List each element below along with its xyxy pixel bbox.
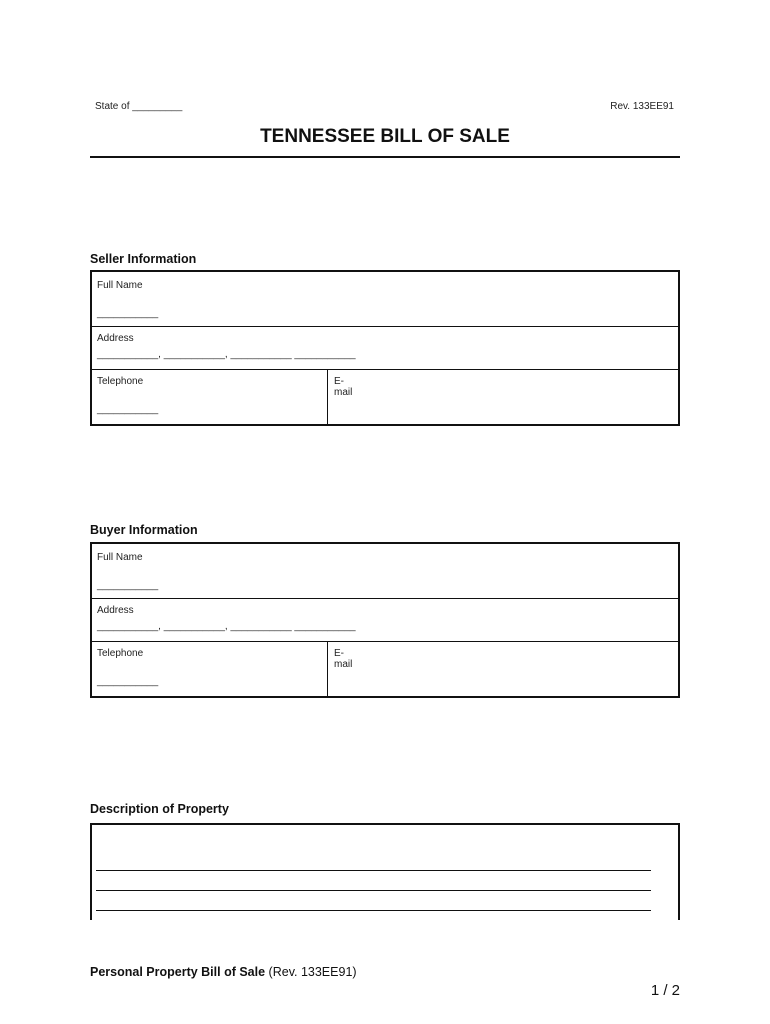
seller-full-name-row — [92, 272, 678, 327]
buyer-address-label: Address — [97, 605, 134, 616]
seller-email-label: E-mail — [334, 376, 353, 398]
seller-email-cell[interactable] — [327, 370, 353, 424]
buyer-full-name-row — [92, 544, 678, 599]
buyer-full-name-field[interactable]: ___________ — [97, 580, 159, 591]
buyer-telephone-label: Telephone — [97, 648, 144, 659]
footer-revision: (Rev. 133EE91) — [268, 965, 357, 979]
seller-address-label: Address — [97, 333, 134, 344]
seller-contact-row — [92, 370, 678, 424]
seller-information-table — [90, 270, 680, 426]
seller-full-name-label: Full Name — [97, 280, 143, 291]
seller-full-name-field[interactable]: ___________ — [97, 308, 159, 319]
seller-telephone-field[interactable]: ___________ — [97, 404, 159, 415]
description-line[interactable] — [96, 870, 651, 871]
description-line[interactable] — [96, 890, 651, 891]
buyer-information-table — [90, 542, 680, 698]
buyer-address-field[interactable]: ___________, ___________, ___________ ___________ — [97, 621, 356, 632]
buyer-telephone-field[interactable]: ___________ — [97, 676, 159, 687]
document-title: TENNESSEE BILL OF SALE — [260, 126, 510, 147]
state-field: State of _________ — [95, 101, 183, 112]
seller-telephone-label: Telephone — [97, 376, 144, 387]
description-line[interactable] — [96, 910, 651, 911]
seller-address-row — [92, 327, 678, 370]
title-divider — [90, 156, 680, 158]
buyer-email-cell[interactable] — [327, 642, 353, 696]
buyer-address-row — [92, 599, 678, 642]
buyer-contact-row — [92, 642, 678, 696]
footer-document-name — [90, 965, 357, 979]
buyer-section-title: Buyer Information — [90, 523, 198, 537]
page-number: 1 / 2 — [650, 982, 680, 999]
seller-address-field[interactable]: ___________, ___________, ___________ ___________ — [97, 349, 356, 360]
seller-section-title: Seller Information — [90, 252, 197, 266]
buyer-email-label: E-mail — [334, 648, 353, 670]
footer-doc-title: Personal Property Bill of Sale — [90, 965, 266, 979]
property-description-box[interactable] — [90, 823, 680, 920]
revision-label: Rev. 133EE91 — [610, 101, 674, 112]
buyer-full-name-label: Full Name — [97, 552, 143, 563]
property-section-title: Description of Property — [90, 802, 229, 816]
